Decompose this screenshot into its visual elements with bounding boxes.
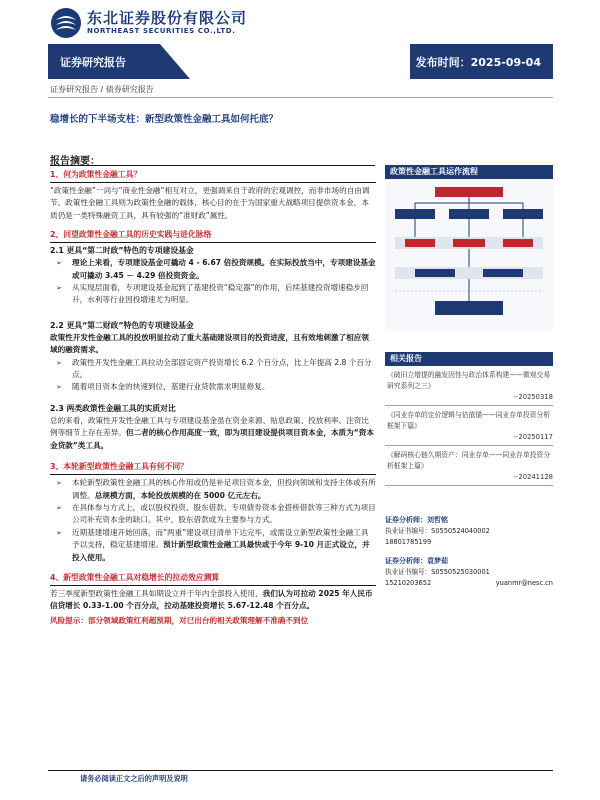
header-bar-divider: [160, 44, 410, 79]
report-link[interactable]: 《解码核心链久期资产：同业存单——同业存单投资分析框架上篇》: [387, 451, 551, 470]
divider: [385, 405, 553, 406]
analyst-info: [385, 515, 553, 588]
analyst-phone: 15210203652: [385, 578, 432, 587]
bullet-item: [50, 527, 376, 564]
analyst-name: 证券分析师：刘哲铭: [385, 516, 448, 524]
flow-diagram-graphic: [385, 179, 553, 331]
analyst-phone: 18801785199: [385, 537, 432, 546]
company-logo: [50, 6, 247, 40]
summary-body: [50, 167, 376, 627]
divider: [48, 97, 553, 98]
report-date: --20241128: [513, 473, 553, 481]
bullet-item: [50, 477, 376, 502]
subsection-2-3-text: [50, 415, 376, 452]
section-heading-2: 2、回望政策性金融工具的历史实践与进化脉络: [50, 230, 212, 240]
divider: [385, 445, 553, 446]
risk-warning: 风险提示：部分领域政策红利超预期，对已出台的相关政策理解不准确不到位: [50, 615, 309, 625]
report-date: --20250117: [513, 433, 553, 441]
text-run: 本轮新型政策性金融工具的核心作用或仍是补足项目资本金，但投向领域和支持主体或有所调整。: [72, 478, 376, 500]
subsection-2-1: 2.1 更具“第二时政”特色的专项建设基金: [50, 246, 194, 256]
divider: [50, 474, 376, 475]
text-run: 总的来看，政策性开发性金融工具与专项建设基金虽在资金来源、贴息政策、投放利率、注资比例等细节上存在差异。: [50, 415, 369, 438]
bullet-item: ➢ 从实现层面看，专项建设基金起到了基建投资“稳定器”的作用，后续基建投资增速稳步回升，水利等行业因投增速尤为明显。: [50, 282, 376, 307]
divider: [48, 770, 553, 771]
flow-node: [415, 269, 455, 277]
footer-disclaimer: 请务必阅读正文之后的声明及说明: [80, 774, 188, 783]
report-date: --20250318: [513, 393, 553, 401]
flow-node: [503, 209, 543, 219]
section-heading-1: 1、何为政策性金融工具？: [50, 170, 142, 179]
divider: [50, 242, 376, 243]
analyst-name: 证券分析师：袁梦茹: [385, 557, 448, 565]
report-type: 证券研究报告: [60, 55, 126, 69]
bullet-item: ➢ 政策性开发性金融工具拉动全部固定资产投资增长 6.2 个百分点，比上年提高 2.8 个百分点。: [50, 357, 376, 382]
section-4-text: [50, 588, 376, 613]
company-name-en: NORTHEAST SECURITIES CO.,LTD.: [87, 27, 236, 35]
analyst-cert: 执业证书编号：S0550524040002: [385, 527, 490, 535]
analyst-email[interactable]: yuanmr@nesc.cn: [495, 578, 553, 587]
divider: [50, 182, 376, 183]
bullet-item: ➢ 随着项目资本金的快速到位，基建行业贷款需求明显修复。: [50, 381, 376, 393]
bullet-item: ➢ 理论上来看，专项建设基金可撬动 4 - 6.67 倍投资规模。在实际投放当中，专项建设基金或可撬动 3.45 － 4.29 倍投资资金。: [50, 257, 376, 282]
flow-node: [395, 209, 435, 219]
related-reports-title: 相关报告: [385, 352, 553, 366]
flow-node: [483, 269, 523, 277]
report-item[interactable]: [385, 370, 553, 406]
flow-node: [453, 239, 485, 247]
text-run-bold: 但二者的核心作用高度一致，即为项目建设提供项目资本金，本质为“资本金贷款”类工具。: [50, 428, 374, 450]
company-name-cn: 东北证券股份有限公司: [87, 9, 248, 27]
subsection-2-2: 2.2 更具“第二财政”特色的专项建设基金: [50, 320, 194, 330]
report-link[interactable]: 《破旧立增提的融发因性与政治体系构建——微观交易研究系列之三》: [387, 371, 551, 390]
summary-heading: 报告摘要：: [50, 156, 100, 167]
analyst-contact: [385, 578, 553, 589]
flow-node: [503, 239, 533, 247]
text-run-bold: 预计新型政策性金融工具最快或于今年 9-10 月正式设立，并投入使用。: [72, 540, 370, 562]
section-heading-4: 4、新型政策性金融工具对稳增长的拉动效应测算: [50, 572, 220, 582]
company-logo-icon: [50, 7, 82, 39]
flow-diagram: [385, 165, 553, 335]
breadcrumb: 证券研究报告 / 债券研究报告: [50, 85, 154, 94]
text-run-bold: 总规模方面，本轮投放规模的在 5000 亿元左右。: [94, 490, 266, 500]
report-link[interactable]: 《同业存单的定价逻辑与估值锚——同业存单投资分析框架下篇》: [387, 411, 551, 430]
flow-node: [405, 239, 435, 247]
related-reports: [385, 352, 553, 486]
flow-node: [435, 301, 503, 315]
report-title: 稳增长的下半场支柱：新型政策性金融工具如何托底？: [50, 114, 279, 125]
section-heading-3: 3、本轮新型政策性金融工具有何不同？: [50, 462, 188, 472]
text-run-bold: 我们认为可拉动 2025 年人民币信贷增长 0.33-1.00 个百分点，拉动基建投资增长 5.67-12.48 个百分点。: [50, 588, 373, 611]
subsection-2-3: 2.3 两类政策性金融工具的实质对比: [50, 403, 176, 413]
flow-node: [435, 187, 503, 197]
section-1-text: “政策性金融”一词与“商业性金融”相互对立，更强调来自于政府的宏观调控，而非市场的自由调节。政策性金融工具则为政策性金融的载体，核心目的在于为国家重大战略项目提供资本金，本质仍是一类特殊融资工具，具有较强的“准财政”属性。: [50, 186, 370, 220]
bullet-item: ➢ 在具体参与方式上，或以股权投资、股东借款、专项债券资本金搭桥借款等三种方式为项目公司补充资本金的缺口。其中，股东借款或为主要参与方式。: [50, 502, 376, 527]
text-run: 若三季度新型政策性金融工具如期设立并于年内全部投入使用，: [50, 588, 263, 598]
divider: [50, 585, 376, 586]
report-item[interactable]: [385, 410, 553, 446]
publish-time: 发布时间：2025-09-04: [415, 55, 541, 69]
subsection-2-2-text: 政策性开发性金融工具的投放明显拉动了重大基础建设项目的投资进度，且有效地刺激了相应领域的融资需求。: [50, 332, 369, 355]
flow-diagram-title: 政策性金融工具运作流程: [385, 165, 553, 179]
report-item[interactable]: [385, 450, 553, 486]
flow-node: [449, 209, 489, 219]
analyst-cert: 执业证书编号：S0550525030001: [385, 568, 490, 576]
divider: [385, 485, 553, 486]
text-run: 近期基建增速开始回落，而“两重”建设项目清单下达完毕，或需设立新型政策性金融工具予以支持，稳定基建增速。: [72, 527, 369, 550]
divider: [50, 165, 375, 166]
